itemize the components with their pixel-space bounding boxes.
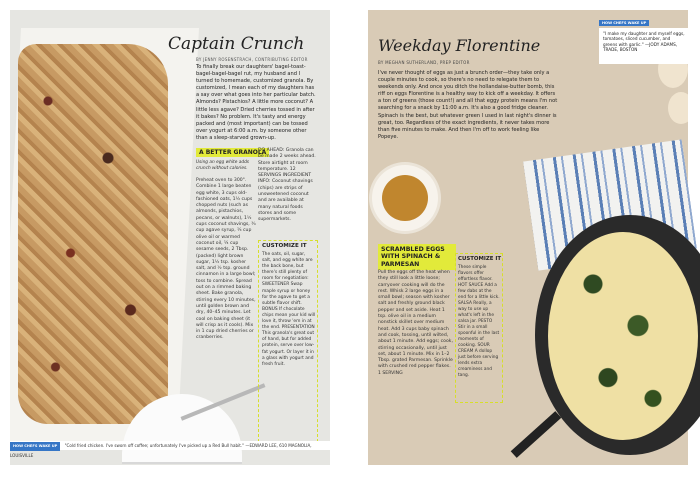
customize-body-left: The oats, oil, sugar, salt, and egg white are the back bone, but there's still plenty of room for negotiation: SWEETENER Swap maple syrup or honey for the agave to get a subtle flavor shift. BONUS If chocolate chips mean your kid will love it, throw 'em in at the end. PRESENTATION This granola's great out of hand, but for added protein, serve over low-fat yogurt. Or layer it in a glass with yogurt and fresh fruit. [262,252,316,367]
right-intro: I've never thought of eggs as just a brunch order—they take only a couple minutes to cook, so there's no need to relegate them to weekends only. And once you ditch the hollandaise-butter bomb, this riff on eggs Florentine is a healthy way to kick off a weekday. It offers a ton of greens (those count!) and all that eggy protein means I'm not searching for a snack by 11:00 a.m. It's also a good fridge cleaner. Spinach is the best, but whatever green I used in last night's dinner is great, too. Regardless of the exact ingredients, it never takes more than five minutes to make. And then I'm off to work feeling like Popeye. [378,70,558,140]
footer-tag: HOW CHEFS WAKE UP [10,442,60,451]
footer-quote: "Cold fried chicken. I've sworn off coffee; unfortunately I've picked up a Red Bull habit." —EDWARD LEE, 610 MAGNOLIA, LOUISVILLE [10,443,312,458]
granola-photo [18,44,168,424]
chef-quote-tag: HOW CHEFS WAKE UP [599,20,649,26]
left-title: Captain Crunch [168,34,305,54]
customize-title-left: CUSTOMIZE IT [262,243,307,249]
scrambled-eggs-photo [548,232,698,440]
chef-quote-text: "I make my daughter and myself eggs, tomatoes, sliced cucumber, and greens with garlic." —JODY ADAMS, TRADE, BOSTON [603,31,685,53]
eggs-recipe-body: Pull the eggs off the heat when they still look a little loose; carryover cooking will do the rest. Whisk 2 large eggs in a small bowl; season with kosher salt and freshly ground black pepper and set aside. Heat 1 tsp. olive oil in a medium nonstick skillet over medium heat. Add 3 cups baby spinach and cook, tossing, until wilted, about 1 minute. Add eggs; cook, stirring occasionally, until just set, about 1 minute. Mix in 1–2 Tbsp. grated Parmesan. Sprinkle with crushed red pepper flakes. 1 SERVING [378,270,453,376]
left-footer [10,441,330,458]
egg-photo [668,92,688,124]
left-byline: BY JENNY ROSENSTRACH, CONTRIBUTING EDITOR [196,57,308,62]
granola-side-notes: DO AHEAD: Granola can be made 2 weeks ahead. Store airtight at room temperature. 12 SERVINGS INGREDIENT INFO: Coconut shavings (chips) are strips of unsweetened coconut and are available at many natural foods stores and some supermarkets. [258,148,316,223]
granola-recipe-title: A BETTER GRANOLA [196,148,269,157]
eggs-recipe-title: SCRAMBLED EGGS WITH SPINACH & PARMESAN [378,244,456,270]
granola-recipe-body: Preheat oven to 300°. Combine 1 large beaten egg white, 3 cups old-fashioned oats, 1½ cups chopped nuts (such as almonds, pistachios, pecans, or walnuts), 1½ cups coconut shavings, ¾ cup agave syrup, ¼ cup olive oil or warmed coconut oil, ¼ cup sesame seeds, 2 Tbsp. (packed) light brown sugar, 1½ tsp. kosher salt, and ½ tsp. ground cinnamon in a large bowl; toss to combine. Spread out on a rimmed baking sheet. Bake granola, stirring every 10 minutes, until golden brown and dry, 40–45 minutes. Let cool on baking sheet (it will crisp as it cools). Mix in 1 cup dried cherries or cranberries. [196,178,256,341]
granola-recipe-subtitle: Using an egg white adds crunch without calories. [196,160,250,171]
left-intro: To finally break our daughters' bagel-toast-bagel-bagel-bagel rut, my husband and I turned to homemade, customized granola. By customized, I mean each of my daughters has a say over what goes into her particular batch. Almonds? Pistachios? A little more coconut? A little less agave? Dried cherries tossed in after it bakes? No problem. It's tasty and energy packed and (most important) can be tossed over yogurt at 6:00 a.m. by someone other than a sleep-starved grown-up. [196,64,316,141]
right-title: Weekday Florentine [378,36,541,55]
right-byline: BY MEGHAN SUTHERLAND, PREP EDITOR [378,60,470,65]
customize-title-right: CUSTOMIZE IT [458,256,501,262]
tea [382,175,428,221]
customize-body-right: These simple flavors offer effortless flavor. HOT SAUCE Add a few dabs at the end for a little kick. SALSA Really, a way to use up what's left in the salsa jar. PESTO Stir in a small spoonful in the last moments of cooking. SOUR CREAM A dollop just before serving lends extra creaminess and tang. [458,265,500,378]
